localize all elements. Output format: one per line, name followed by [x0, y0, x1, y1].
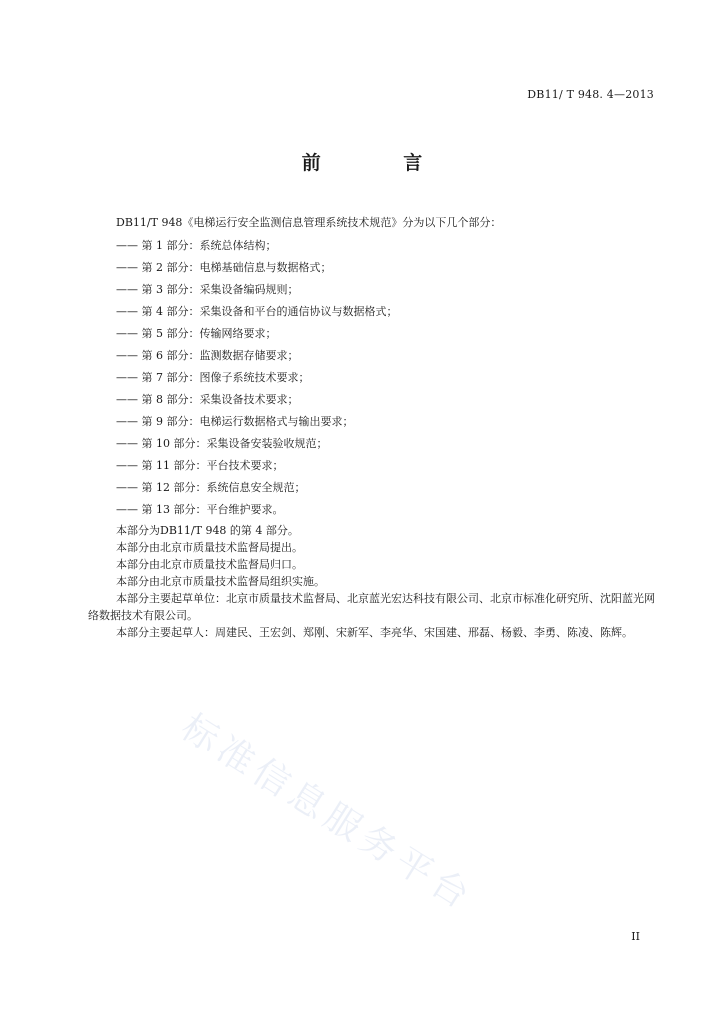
- intro-paragraph: DB11/T 948《电梯运行安全监测信息管理系统技术规范》分为以下几个部分：: [116, 216, 502, 229]
- statement-paragraph: 本部分由北京市质量技术监督局组织实施。: [116, 575, 325, 588]
- standard-code-header: DB11/ T 948. 4—2013: [527, 88, 654, 101]
- list-item: —— 第 11 部分：平台技术要求；: [116, 459, 284, 472]
- list-item: —— 第 7 部分：图像子系统技术要求；: [116, 371, 310, 384]
- watermark: 标准信息服务平台: [174, 706, 481, 920]
- statement-paragraph: 本部分由北京市质量技术监督局归口。: [116, 558, 303, 571]
- list-item: —— 第 8 部分：采集设备技术要求；: [116, 393, 299, 406]
- list-item: —— 第 5 部分：传输网络要求；: [116, 327, 277, 340]
- list-item: —— 第 13 部分：平台维护要求。: [116, 503, 284, 516]
- list-item: —— 第 10 部分：采集设备安装验收规范；: [116, 437, 328, 450]
- list-item: —— 第 4 部分：采集设备和平台的通信协议与数据格式；: [116, 305, 398, 318]
- list-item: —— 第 2 部分：电梯基础信息与数据格式；: [116, 261, 332, 274]
- statement-paragraph: 本部分为DB11/T 948 的第 4 部分。: [116, 524, 299, 537]
- list-item: —— 第 12 部分：系统信息安全规范；: [116, 481, 306, 494]
- parts-list: [116, 240, 398, 526]
- drafters-paragraph: 本部分主要起草人：周建民、王宏剑、郑刚、宋新军、李亮华、宋国建、邢磊、杨毅、李勇、陈凌、陈辉。: [116, 626, 633, 639]
- list-item: —— 第 9 部分：电梯运行数据格式与输出要求；: [116, 415, 354, 428]
- statements-block: [88, 522, 662, 641]
- list-item: —— 第 1 部分：系统总体结构；: [116, 239, 277, 252]
- statement-paragraph: 本部分由北京市质量技术监督局提出。: [116, 541, 303, 554]
- drafting-units-paragraph: 本部分主要起草单位：北京市质量技术监督局、北京蓝光宏达科技有限公司、北京市标准化研究所、沈阳蓝光网络数据技术有限公司。: [88, 592, 655, 622]
- list-item: —— 第 6 部分：监测数据存储要求；: [116, 349, 299, 362]
- page-number: II: [631, 930, 640, 943]
- list-item: —— 第 3 部分：采集设备编码规则；: [116, 283, 299, 296]
- page-title: 前 言: [301, 152, 461, 174]
